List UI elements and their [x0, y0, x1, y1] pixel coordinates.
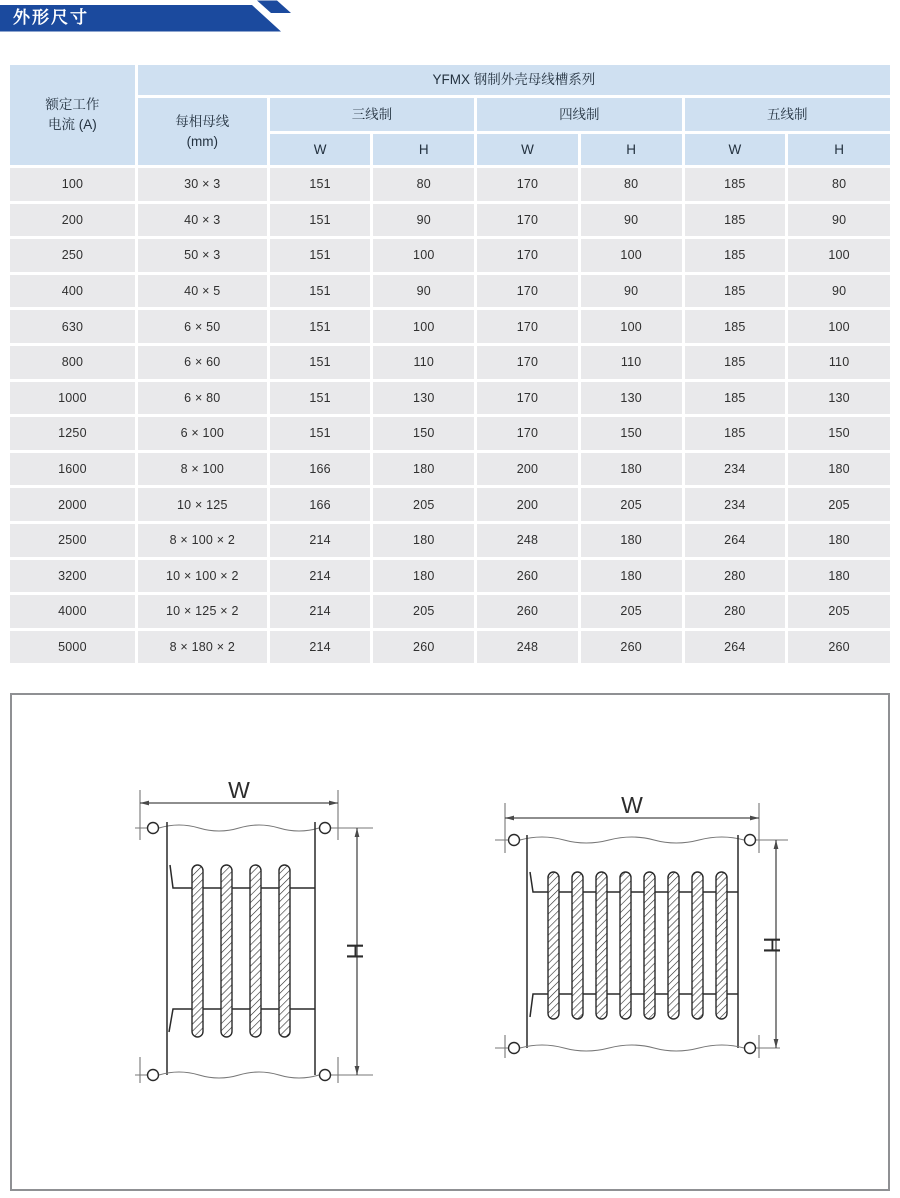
table-cell: 185 — [685, 275, 786, 308]
subheader-h: H — [581, 134, 682, 165]
table-cell: 151 — [270, 417, 371, 450]
table-cell: 1600 — [10, 453, 135, 486]
table-cell: 170 — [477, 382, 578, 415]
table-cell: 170 — [477, 275, 578, 308]
table-row — [10, 239, 890, 272]
table-cell: 180 — [788, 524, 890, 557]
table-cell: 205 — [788, 595, 890, 628]
table-cell: 180 — [373, 560, 474, 593]
table-cell: 130 — [788, 382, 890, 415]
table-cell: 205 — [373, 595, 474, 628]
bolt-hole-icon — [148, 1070, 159, 1081]
table-cell: 170 — [477, 417, 578, 450]
table-cell: 1250 — [10, 417, 135, 450]
table-cell: 100 — [373, 239, 474, 272]
height-dimension-label: H — [342, 942, 368, 960]
table-cell: 90 — [373, 275, 474, 308]
section-title: 外形尺寸 — [13, 8, 89, 27]
table-cell: 185 — [685, 239, 786, 272]
table-cell: 205 — [581, 488, 682, 521]
table-cell: 100 — [10, 168, 135, 201]
table-cell: 80 — [788, 168, 890, 201]
table-cell: 40 × 5 — [138, 275, 267, 308]
table-cell: 90 — [581, 204, 682, 237]
subheader-w: W — [270, 134, 371, 165]
table-row — [10, 560, 890, 593]
table-cell: 100 — [581, 310, 682, 343]
busbar-conductor — [716, 872, 727, 1019]
table-row — [10, 524, 890, 557]
table-row — [10, 204, 890, 237]
header-series-title: YFMX 钢制外壳母线槽系列 — [138, 65, 890, 95]
table-cell: 205 — [581, 595, 682, 628]
bolt-hole-icon — [509, 1043, 520, 1054]
busbar-conductor — [250, 865, 261, 1037]
header-busbar — [138, 98, 267, 165]
header-rated-current — [10, 65, 135, 165]
table-cell: 180 — [581, 560, 682, 593]
table-cell: 110 — [581, 346, 682, 379]
dimension-drawing-panel — [10, 693, 890, 1191]
table-body — [10, 168, 890, 663]
table-cell: 90 — [788, 275, 890, 308]
table-cell: 100 — [581, 239, 682, 272]
table-cell: 100 — [788, 310, 890, 343]
subheader-h: H — [788, 134, 890, 165]
cross-section-drawing-small — [125, 780, 380, 1095]
subheader-h: H — [373, 134, 474, 165]
table-row — [10, 595, 890, 628]
table-row — [10, 631, 890, 664]
table-cell: 260 — [788, 631, 890, 664]
header-group-five-wire: 五线制 — [685, 98, 891, 131]
table-cell: 100 — [788, 239, 890, 272]
table-cell: 280 — [685, 595, 786, 628]
busbar-conductor — [668, 872, 679, 1019]
table-cell: 10 × 125 — [138, 488, 267, 521]
table-cell: 180 — [581, 453, 682, 486]
table-cell: 151 — [270, 310, 371, 343]
subheader-w: W — [685, 134, 786, 165]
table-cell: 150 — [788, 417, 890, 450]
table-cell: 5000 — [10, 631, 135, 664]
table-cell: 1000 — [10, 382, 135, 415]
table-cell: 185 — [685, 310, 786, 343]
busbar-conductor — [192, 865, 203, 1037]
table-cell: 100 — [373, 310, 474, 343]
cross-section-drawing-large — [490, 795, 800, 1065]
table-cell: 110 — [373, 346, 474, 379]
table-cell: 214 — [270, 524, 371, 557]
table-row — [10, 168, 890, 201]
table-row — [10, 417, 890, 450]
table-cell: 234 — [685, 488, 786, 521]
table-cell: 8 × 100 × 2 — [138, 524, 267, 557]
bolt-hole-icon — [148, 823, 159, 834]
table-cell: 205 — [788, 488, 890, 521]
header-rated-current-line2: 电流 (A) — [48, 117, 97, 132]
table-row — [10, 310, 890, 343]
table-cell: 30 × 3 — [138, 168, 267, 201]
spec-table-wrap — [7, 62, 893, 666]
table-cell: 200 — [10, 204, 135, 237]
table-cell: 2000 — [10, 488, 135, 521]
busbar-conductor — [596, 872, 607, 1019]
table-cell: 264 — [685, 631, 786, 664]
table-cell: 260 — [477, 560, 578, 593]
width-dimension-label: W — [228, 780, 250, 803]
table-cell: 3200 — [10, 560, 135, 593]
busbar-conductor — [692, 872, 703, 1019]
height-dimension-label: H — [759, 936, 785, 954]
bolt-hole-icon — [745, 835, 756, 846]
table-cell: 10 × 100 × 2 — [138, 560, 267, 593]
bolt-hole-icon — [320, 1070, 331, 1081]
table-cell: 185 — [685, 346, 786, 379]
table-cell: 150 — [373, 417, 474, 450]
table-row — [10, 488, 890, 521]
table-cell: 110 — [788, 346, 890, 379]
table-cell: 280 — [685, 560, 786, 593]
table-cell: 185 — [685, 204, 786, 237]
bolt-hole-icon — [509, 835, 520, 846]
table-cell: 6 × 50 — [138, 310, 267, 343]
table-cell: 180 — [581, 524, 682, 557]
table-cell: 180 — [788, 560, 890, 593]
table-cell: 80 — [373, 168, 474, 201]
table-cell: 214 — [270, 631, 371, 664]
busbar-conductor — [572, 872, 583, 1019]
table-cell: 151 — [270, 204, 371, 237]
table-cell: 10 × 125 × 2 — [138, 595, 267, 628]
table-header — [10, 65, 890, 165]
table-cell: 170 — [477, 346, 578, 379]
table-cell: 90 — [581, 275, 682, 308]
subheader-w: W — [477, 134, 578, 165]
table-cell: 180 — [373, 524, 474, 557]
table-cell: 6 × 80 — [138, 382, 267, 415]
table-cell: 248 — [477, 524, 578, 557]
table-row — [10, 346, 890, 379]
table-cell: 4000 — [10, 595, 135, 628]
table-cell: 200 — [477, 453, 578, 486]
busbar-conductor — [548, 872, 559, 1019]
width-dimension-label: W — [621, 795, 643, 818]
table-cell: 151 — [270, 382, 371, 415]
table-cell: 170 — [477, 239, 578, 272]
table-cell: 185 — [685, 382, 786, 415]
table-cell: 80 — [581, 168, 682, 201]
table-cell: 50 × 3 — [138, 239, 267, 272]
table-cell: 2500 — [10, 524, 135, 557]
table-cell: 400 — [10, 275, 135, 308]
table-cell: 90 — [373, 204, 474, 237]
table-cell: 180 — [788, 453, 890, 486]
table-cell: 130 — [581, 382, 682, 415]
table-cell: 630 — [10, 310, 135, 343]
table-cell: 40 × 3 — [138, 204, 267, 237]
busbar-conductor — [644, 872, 655, 1019]
table-row — [10, 275, 890, 308]
table-cell: 8 × 180 × 2 — [138, 631, 267, 664]
table-cell: 250 — [10, 239, 135, 272]
table-row — [10, 382, 890, 415]
table-row — [10, 453, 890, 486]
header-group-three-wire: 三线制 — [270, 98, 474, 131]
table-cell: 8 × 100 — [138, 453, 267, 486]
table-cell: 90 — [788, 204, 890, 237]
table-cell: 150 — [581, 417, 682, 450]
table-cell: 130 — [373, 382, 474, 415]
table-cell: 214 — [270, 560, 371, 593]
table-cell: 234 — [685, 453, 786, 486]
header-busbar-line2: (mm) — [186, 133, 219, 149]
busbar-conductor — [620, 872, 631, 1019]
table-cell: 6 × 60 — [138, 346, 267, 379]
table-cell: 151 — [270, 346, 371, 379]
table-cell: 264 — [685, 524, 786, 557]
table-cell: 151 — [270, 275, 371, 308]
header-group-four-wire: 四线制 — [477, 98, 681, 131]
table-cell: 260 — [373, 631, 474, 664]
section-banner — [0, 0, 310, 36]
table-cell: 166 — [270, 453, 371, 486]
table-cell: 260 — [477, 595, 578, 628]
header-busbar-line1: 每相母线 — [175, 113, 230, 129]
table-cell: 800 — [10, 346, 135, 379]
header-rated-current-line1: 额定工作 — [45, 97, 100, 113]
table-cell: 170 — [477, 204, 578, 237]
table-cell: 200 — [477, 488, 578, 521]
table-cell: 214 — [270, 595, 371, 628]
table-cell: 248 — [477, 631, 578, 664]
spec-table — [7, 62, 893, 666]
bolt-hole-icon — [745, 1043, 756, 1054]
bolt-hole-icon — [320, 823, 331, 834]
table-cell: 185 — [685, 417, 786, 450]
table-cell: 6 × 100 — [138, 417, 267, 450]
table-cell: 170 — [477, 310, 578, 343]
table-cell: 151 — [270, 168, 371, 201]
busbar-conductor — [221, 865, 232, 1037]
table-cell: 170 — [477, 168, 578, 201]
busbar-conductor — [279, 865, 290, 1037]
table-cell: 205 — [373, 488, 474, 521]
table-cell: 180 — [373, 453, 474, 486]
table-cell: 260 — [581, 631, 682, 664]
table-cell: 185 — [685, 168, 786, 201]
table-cell: 151 — [270, 239, 371, 272]
table-cell: 166 — [270, 488, 371, 521]
